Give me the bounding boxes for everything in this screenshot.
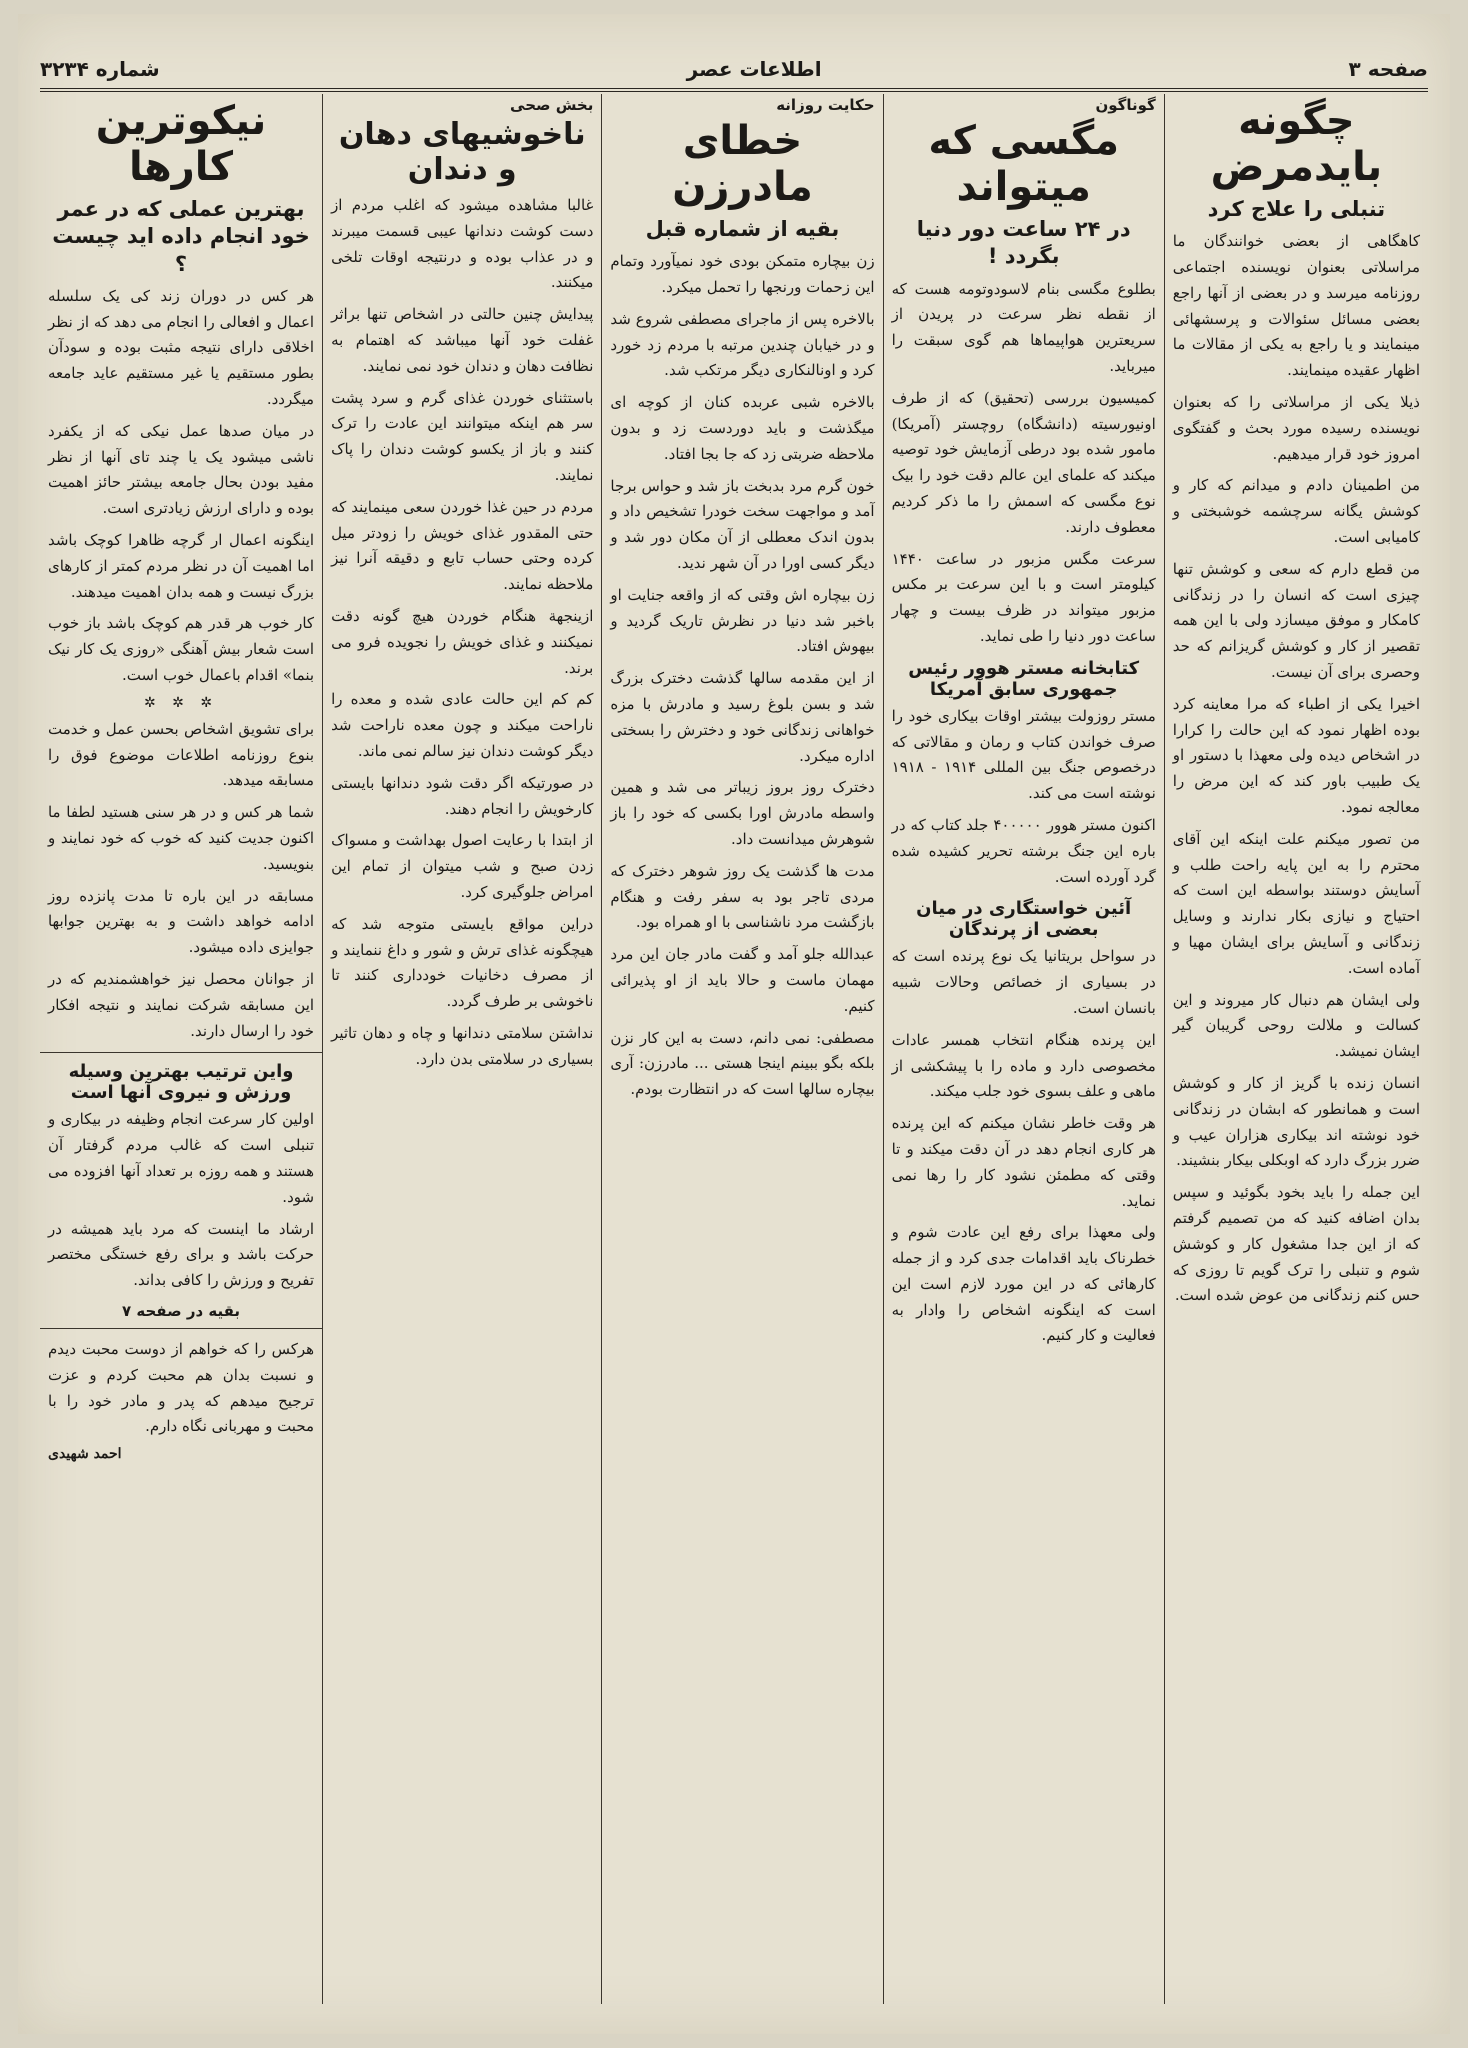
fly-paragraph: بطلوع مگسی بنام لاسودوتومه هست که از نقطه نظر سرعت در پریدن از سریعترین هواپیماها هم گوی سبقت را میرباید.: [891, 279, 1156, 375]
column-health: [322, 94, 601, 2004]
deeds-headline: نیکوترین کارها: [95, 98, 267, 190]
health-paragraph: مردم در حین غذا خوردن سعی مینمایند که حتی المقدور غذای خویش را زودتر میل کرده وحتی حساب تابع و دقیقه آنرا نیز ملاحظه نمایند.: [331, 497, 594, 594]
letter-paragraph: هرکس را که خواهم از دوست محبت دیدم و نسبت بدان هم محبت کردم و عزت ترجیح میدهم که پدر و مادر خود را با محبت و مهربانی نگاه دارم.: [47, 1339, 315, 1436]
health-headline: ناخوشیهای دهان و دندان: [338, 117, 586, 187]
laziness-paragraph: اخیرا یکی از اطباء که مرا معاینه کرد بوده اظهار نمود که این حالت را کرارا در اشخاص دیده ولی معهذا با دستور او یک طبیب باور کند که این مرض را معالجه نمود.: [1172, 694, 1420, 817]
deeds-paragraph: در میان صدها عمل نیکی که از یکفرد ناشی میشود یک یا چند تای آنها از نظر مفید بودن بحال جامعه بیشتر حائز اهمیت بوده و دارای ارزش زیادتری است.: [47, 421, 315, 518]
paper-name: اطلاعات عصر: [686, 57, 822, 81]
exercise-paragraph: اولین کار سرعت انجام وظیفه در بیکاری و تنبلی است که غالب مردم گرفتار آن هستند و همه روزه بر تعداد آنها افزوده می شود.: [47, 1110, 315, 1206]
exercise-subhead: واین ترتیب بهترین وسیله ورزش و نیروی آنها است: [68, 1061, 294, 1104]
story-paragraph: زن بیچاره اش وقتی که از واقعه جنایت او باخبر شد دنیا در نظرش تاریک گردید و بیهوش افتاد.: [610, 585, 875, 656]
fly-paragraph: سرعت مگس مزبور در ساعت ۱۴۴۰ کیلومتر است و با این سرعت بر مکس مزبور میتواند در ظرف بیست و چهار ساعت دور دنیا را طی نماید.: [891, 549, 1156, 645]
laziness-headline: چگونه بایدمرض: [1210, 98, 1383, 190]
story-paragraph: مصطفی: نمی دانم، دست به این کار نزن بلکه بگو ببینم اینجا هستی ... مادرزن: آری بیچاره سالها است که در انتظارت بودم.: [610, 1028, 875, 1099]
hoover-paragraph: اکنون مستر هوور ۴۰۰۰۰۰ جلد کتاب که در باره این جنگ برشته تحریر کشیده شده گرد آورده است.: [891, 815, 1156, 886]
health-paragraph: باستثنای خوردن غذای گرم و سرد پشت سر هم اینکه میتوانند این عادت را ترک کنند و باز از یکسو کوشت دندان را پاک نمایند.: [331, 388, 594, 484]
masthead: [40, 50, 1428, 92]
story-paragraph: دخترک روز بروز زیباتر می شد و همین واسطه مادرش اورا بکسی که خود را باز شوهرش میدانست داد.: [610, 778, 875, 849]
column-miscellany: [883, 94, 1164, 2004]
hoover-library-subhead: کتابخانه مستر هوور رئیس جمهوری سابق آمریکا: [908, 657, 1140, 700]
health-paragraph: کم کم این حالت عادی شده و معده را ناراحت میکند و چون معده ناراحت شد دیگر کوشت دندان نیز سالم نمی ماند.: [331, 690, 594, 760]
health-paragraph: نداشتن سلامتی دندانها و چاه و دهان تاثیر بسیاری در سلامتی بدن دارد.: [331, 1023, 594, 1068]
newspaper-page: [18, 14, 1450, 2034]
birds-paragraph: در سواحل بریتانیا یک نوع پرنده است که در بسیاری از خصائص وحالات شبیه بانسان است.: [891, 947, 1156, 1017]
story-paragraph: عبدالله جلو آمد و گفت مادر جان این مرد مهمان ماست و حالا باید از او پذیرائی کنیم.: [610, 945, 875, 1015]
fly-deck: در ۲۴ ساعت دور دنیا بگردد !: [916, 217, 1131, 269]
fly-paragraph: کمیسیون بررسی (تحقیق) که از طرف اونیورسیته (دانشگاه) روچستر (آمریکا) مامور شده بود درطی آزمایش خود توصیه میکند که علمای این عالم دقت خود را بیک نوع مگسی که اسمش را ما ذکر کردیم معطوف دارند.: [891, 388, 1156, 536]
health-paragraph: ازینجهة هنگام خوردن هیچ گونه دقت نمیکنند و غذای خویش را نجویده فرو می برند.: [331, 606, 594, 677]
birds-subhead: آئین خواستگاری در میان بعضی از پرندگان: [916, 898, 1132, 941]
section-kicker: حکایت روزانه: [776, 96, 875, 114]
deeds-question: بهترین عملی که در عمر خود انجام داده اید چیست ؟: [52, 197, 310, 276]
health-paragraph: غالبا مشاهده میشود که اغلب مردم از دست کوشت دندانها عیبی قسمت میبرند و در عذاب بوده و درنتیجه اوقات تلخی میکنند.: [331, 196, 594, 292]
story-headline: خطای مادرزن: [672, 118, 813, 210]
hoover-paragraph: مستر روزولت بیشتر اوقات بیکاری خود را صرف خواندن کتاب و رمان و مقالاتی که درخصوص جنگ بین المللی ۱۹۱۴ - ۱۹۱۸ نوشته است می کند.: [891, 706, 1156, 803]
deeds-paragraph: برای تشویق اشخاص بحسن عمل و خدمت بنوع روزنامه اطلاعات موضوع فوق را مسابقه میدهد.: [47, 719, 315, 790]
laziness-paragraph: انسان زنده با گریز از کار و کوشش است و همانطور که ابشان در زندگانی خود نوشته اند بیکاری هزاران عیب و ضرر بزرگ دارد که اوبکلی بیکار بنشیند.: [1172, 1074, 1420, 1170]
laziness-paragraph: ولی ایشان هم دنبال کار میروند و این کسالت و ملالت روحی گریبان گیر ایشان نمیشد.: [1172, 990, 1420, 1061]
birds-paragraph: این پرنده هنگام انتخاب همسر عادات مخصوصی دارد و ماده را با پیشکشی از ماهی و علف بسوی خود جلب میکند.: [891, 1030, 1156, 1101]
health-paragraph: پیدایش چنین حالتی در اشخاص تنها براثر غفلت خود آنها میباشد که اهتمام به نظافت دهان و دندان خود نمی نمایند.: [331, 305, 594, 375]
issue-number: شماره ۳۲۳۴: [40, 57, 160, 81]
birds-paragraph: ولی معهذا برای رفع این عادت شوم و خطرناک باید اقدامات جدی کرد و از جمله کارهائی که در این مورد لازم است این است که اینگونه اشخاص را وادار به فعالیت و کار کنیم.: [891, 1223, 1156, 1345]
story-paragraph: بالاخره شبی عربده کنان از کوچه ای میگذشت و باید دوردست زد و بدون ملاحظه ضربتی زد که جا بجا افتاد.: [610, 393, 875, 463]
deeds-paragraph: مسابقه در این باره تا مدت پانزده روز ادامه خواهد داشت و به بهترین جوابها جوایزی داده میشود.: [47, 886, 315, 957]
story-paragraph: از این مقدمه سالها گذشت دخترک بزرگ شد و بسن بلوغ رسید و مادرش با مزه خواهانی زندگانی خود و دخترش را بسختی اداره میکرد.: [610, 669, 875, 765]
laziness-paragraph: این جمله را باید بخود بگوئید و سپس بدان اضافه کنید که من تصمیم گرفتم که از این جدا مشغول کار و کوشش شوم و تنبلی را ترک گویم تا روزی که حس کنم زندگانی من عوض شده است.: [1172, 1183, 1420, 1305]
story-paragraph: زن بیچاره متمکن بودی خود نمیآورد وتمام این زحمات ورنجها را تحمل میکرد.: [610, 252, 875, 297]
deeds-paragraph: شما هر کس و در هر سنی هستید لطفا ما اکنون جدیت کنید که خوب که خود نمایند و بنویسید.: [47, 803, 315, 873]
laziness-paragraph: من اطمینان دادم و میدانم که کار و کوشش یگانه سرچشمه خوشبختی و کامیابی است.: [1172, 476, 1420, 547]
deeds-paragraph: هر کس در دوران زند کی یک سلسله اعمال و افعالی را انجام می دهد که از نظر اخلاقی دارای نتیجه مثبت بوده و سودآن بطور مستقیم یا غیر مستقیم عاید جامعه میگردد.: [47, 286, 315, 409]
birds-paragraph: هر وقت خاطر نشان میکنم که این پرنده هر کاری انجام دهد در آن دقت میکند و تا وقتی که مطمئن نشود کار را رها نمی نماید.: [891, 1114, 1156, 1210]
columns: [40, 94, 1428, 2004]
fly-headline: مگسی که میتواند: [928, 118, 1119, 210]
section-kicker: گوناگون: [1095, 96, 1156, 114]
health-paragraph: در صورتیکه اگر دقت شود دندانها بایستی کارخویش را انجام دهند.: [331, 773, 594, 818]
section-divider: [40, 1328, 322, 1329]
deeds-paragraph: کار خوب هر قدر هم کوچک باشد باز خوب است شعار بیش آهنگی «روزی یک کار نیک بنما» اقدام باعمال خوب است.: [47, 614, 315, 685]
deeds-paragraph: از جوانان محصل نیز خواهشمندیم که در این مسابقه شرکت نمایند و نتیجه افکار خود را ارسال دارند.: [47, 970, 315, 1040]
laziness-deck: تنبلی را علاج کرد: [1207, 197, 1386, 221]
laziness-paragraph: من تصور میکنم علت اینکه این آقای محترم را به این پایه راحت طلب و آسایش دوستند بواسطه این است که احتیاج و نیازی بکار ندارند و وسایل زندگانی و آسایش برای ایشان مهیا و آماده است.: [1172, 829, 1420, 977]
signature: احمد شهیدی: [47, 1446, 122, 1463]
deeds-paragraph: اینگونه اعمال ار گرچه ظاهرا کوچک باشد اما اهمیت آن در نظر مردم کمتر از کارهای بزرگ نیست و همه بدان اهمیت میدهند.: [47, 531, 315, 601]
laziness-paragraph: من قطع دارم که سعی و کوشش تنها چیزی است که انسان را در زندگانی کامکار و موفق میسازد ولی با این همه تقصیر از کار و کوشش گریزانم که حد وحصری برای آن نیست.: [1172, 559, 1420, 682]
section-kicker: بخش صحی: [510, 96, 594, 114]
continued-note: بقیه در صفحه ۷: [122, 1301, 241, 1320]
story-paragraph: خون گرم مرد بدبخت باز شد و حواس برجا آمد و مواجهت سخت خودرا تشخیص داد و بدون اندک معطلی از آن مکان دور شد و دیگر کسی اورا در آن شهر ندید.: [610, 476, 875, 573]
health-paragraph: دراین مواقع بایستی متوجه شد که هیچگونه غذای ترش و شور و داغ ننمایند و از مصرف دخانیات خودداری کنند تا ناخوشی بر طرف گردد.: [331, 914, 594, 1011]
story-continuation: بقیه از شماره قبل: [645, 217, 840, 241]
column-laziness-article: [1164, 94, 1428, 2004]
page-label: صفحه ۳: [1348, 57, 1428, 81]
laziness-paragraph: ذیلا یکی از مراسلاتی را که بعنوان نویسنده رسیده مورد بحث و گفتگوی امروز خود قرار میدهیم.: [1172, 393, 1420, 463]
story-paragraph: بالاخره پس از ماجرای مصطفی شروع شد و در خیابان چندین مرتبه با مردم زد خورد کرد و اونالنکاری دیگر مرتکب شد.: [610, 309, 875, 380]
column-daily-story: [601, 94, 882, 2004]
laziness-paragraph: کاهگاهی از بعضی خوانندگان ما مراسلاتی بعنوان نویسنده اجتماعی روزنامه میرسد و در بعضی از آنها راجع بعضی مسائل سئوالات و پرسشهائی مینمایند و یا راجع به یکی از مقالات ما اظهار عقیده مینمایند.: [1172, 232, 1420, 380]
story-paragraph: مدت ها گذشت یک روز شوهر دخترک که مردی تاجر بود به سفر رفت و هنگام بازگشت مرد ناشناسی با او همراه بود.: [610, 861, 875, 932]
section-divider: [40, 1052, 322, 1053]
exercise-paragraph: ارشاد ما اینست که مرد باید همیشه در حرکت باشد و برای رفع خستگی مختصر تفریح و ورزش را کافی بداند.: [47, 1219, 315, 1290]
column-best-deeds: [40, 94, 322, 2004]
health-paragraph: از ابتدا با رعایت اصول بهداشت و مسواک زدن صبح و شب میتوان از تمام این امراض جلوگیری کرد.: [331, 831, 594, 901]
ornament-divider: ✲ ✲ ✲: [143, 694, 219, 711]
